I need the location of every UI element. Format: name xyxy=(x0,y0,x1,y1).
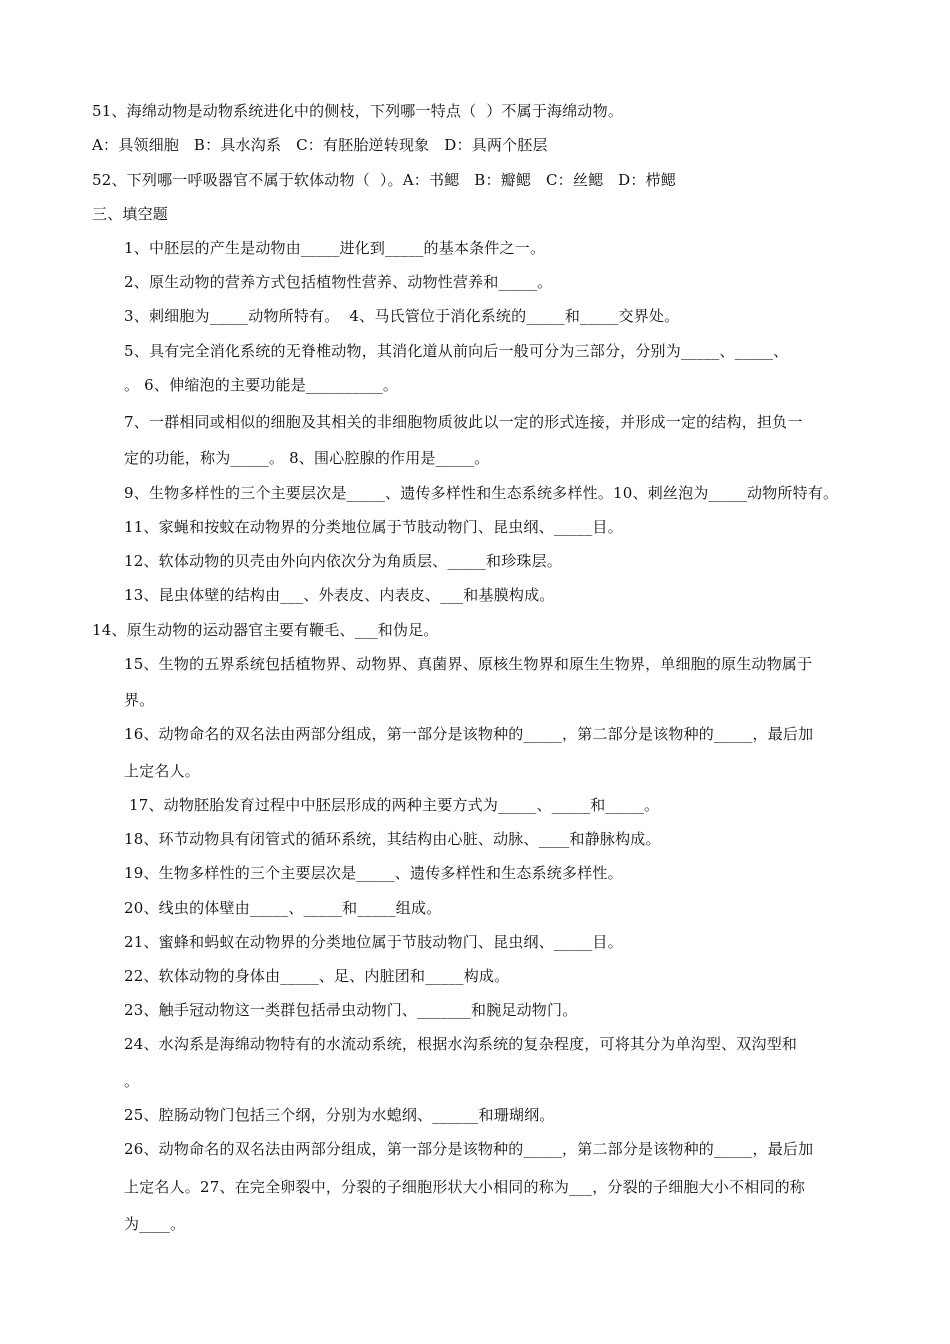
fill-item-15-cont: 界。 xyxy=(124,691,155,709)
fill-item-5-6: 。 6、伸缩泡的主要功能是__________。 xyxy=(124,376,399,394)
fill-item-18: 18、环节动物具有闭管式的循环系统，其结构由心脏、动脉、____和静脉构成。 xyxy=(124,830,661,848)
fill-item-26-27: 上定名人。27、在完全卵裂中，分裂的子细胞形状大小相同的称为___，分裂的子细胞大小不相同的称 xyxy=(124,1178,805,1196)
fill-item-25: 25、腔肠动物门包括三个纲，分别为水螅纲、______和珊瑚纲。 xyxy=(124,1106,555,1124)
fill-item-24-cont: 。 xyxy=(124,1072,140,1090)
section-heading-fill-in: 三、填空题 xyxy=(92,205,169,223)
question-51-options: A：具领细胞 B：具水沟系 C：有胚胎逆转现象 D：具两个胚层 xyxy=(92,136,548,154)
question-51: 51、海绵动物是动物系统进化中的侧枝，下列哪一特点（ ）不属于海绵动物。 xyxy=(92,102,624,120)
fill-item-9-10: 9、生物多样性的三个主要层次是_____、遗传多样性和生态系统多样性。10、刺丝泡为_____动物所特有。 xyxy=(124,484,839,502)
question-52: 52、下列哪一呼吸器官不属于软体动物（ ）。A：书鳃 B：瓣鳃 C：丝鳃 D：栉鳃 xyxy=(92,171,676,189)
fill-item-20: 20、线虫的体壁由_____、_____和_____组成。 xyxy=(124,899,442,917)
fill-item-7-8: 定的功能，称为_____。 8、围心腔腺的作用是_____。 xyxy=(124,449,490,467)
fill-item-2: 2、原生动物的营养方式包括植物性营养、动物性营养和_____。 xyxy=(124,273,553,291)
fill-item-3-4: 3、刺细胞为_____动物所特有。 4、马氏管位于消化系统的_____和_____交界处。 xyxy=(124,307,680,325)
fill-item-12: 12、软体动物的贝壳由外向内依次分为角质层、_____和珍珠层。 xyxy=(124,552,562,570)
fill-item-15: 15、生物的五界系统包括植物界、动物界、真菌界、原核生物界和原生生物界，单细胞的原生动物属于 xyxy=(124,655,813,673)
fill-item-23: 23、触手冠动物这一类群包括帚虫动物门、_______和腕足动物门。 xyxy=(124,1001,578,1019)
fill-item-16: 16、动物命名的双名法由两部分组成，第一部分是该物种的_____，第二部分是该物种的_____，最后加 xyxy=(124,725,814,743)
fill-item-24: 24、水沟系是海绵动物特有的水流动系统，根据水沟系统的复杂程度，可将其分为单沟型、双沟型和 xyxy=(124,1035,798,1053)
fill-item-5: 5、具有完全消化系统的无脊椎动物，其消化道从前向后一般可分为三部分，分别为_____、_____、 xyxy=(124,342,789,360)
fill-item-22: 22、软体动物的身体由_____、足、内脏团和_____构成。 xyxy=(124,967,510,985)
fill-item-13: 13、昆虫体壁的结构由___、外表皮、内表皮、___和基膜构成。 xyxy=(124,586,555,604)
fill-item-19: 19、生物多样性的三个主要层次是_____、遗传多样性和生态系统多样性。 xyxy=(124,864,623,882)
fill-item-11: 11、家蝇和按蚊在动物界的分类地位属于节肢动物门、昆虫纲、_____目。 xyxy=(124,518,623,536)
fill-item-7: 7、一群相同或相似的细胞及其相关的非细胞物质彼此以一定的形式连接，并形成一定的结构，担负一 xyxy=(124,413,803,431)
fill-item-16-cont: 上定名人。 xyxy=(124,762,201,780)
fill-item-17: 17、动物胚胎发育过程中中胚层形成的两种主要方式为_____、_____和_____。 xyxy=(124,796,660,814)
fill-item-21: 21、蜜蜂和蚂蚁在动物界的分类地位属于节肢动物门、昆虫纲、_____目。 xyxy=(124,933,623,951)
fill-item-14: 14、原生动物的运动器官主要有鞭毛、___和伪足。 xyxy=(92,621,439,639)
fill-item-1: 1、中胚层的产生是动物由_____进化到_____的基本条件之一。 xyxy=(124,239,546,257)
fill-item-27-cont: 为____。 xyxy=(124,1215,186,1233)
fill-item-26: 26、动物命名的双名法由两部分组成，第一部分是该物种的_____，第二部分是该物种的_____，最后加 xyxy=(124,1140,814,1158)
